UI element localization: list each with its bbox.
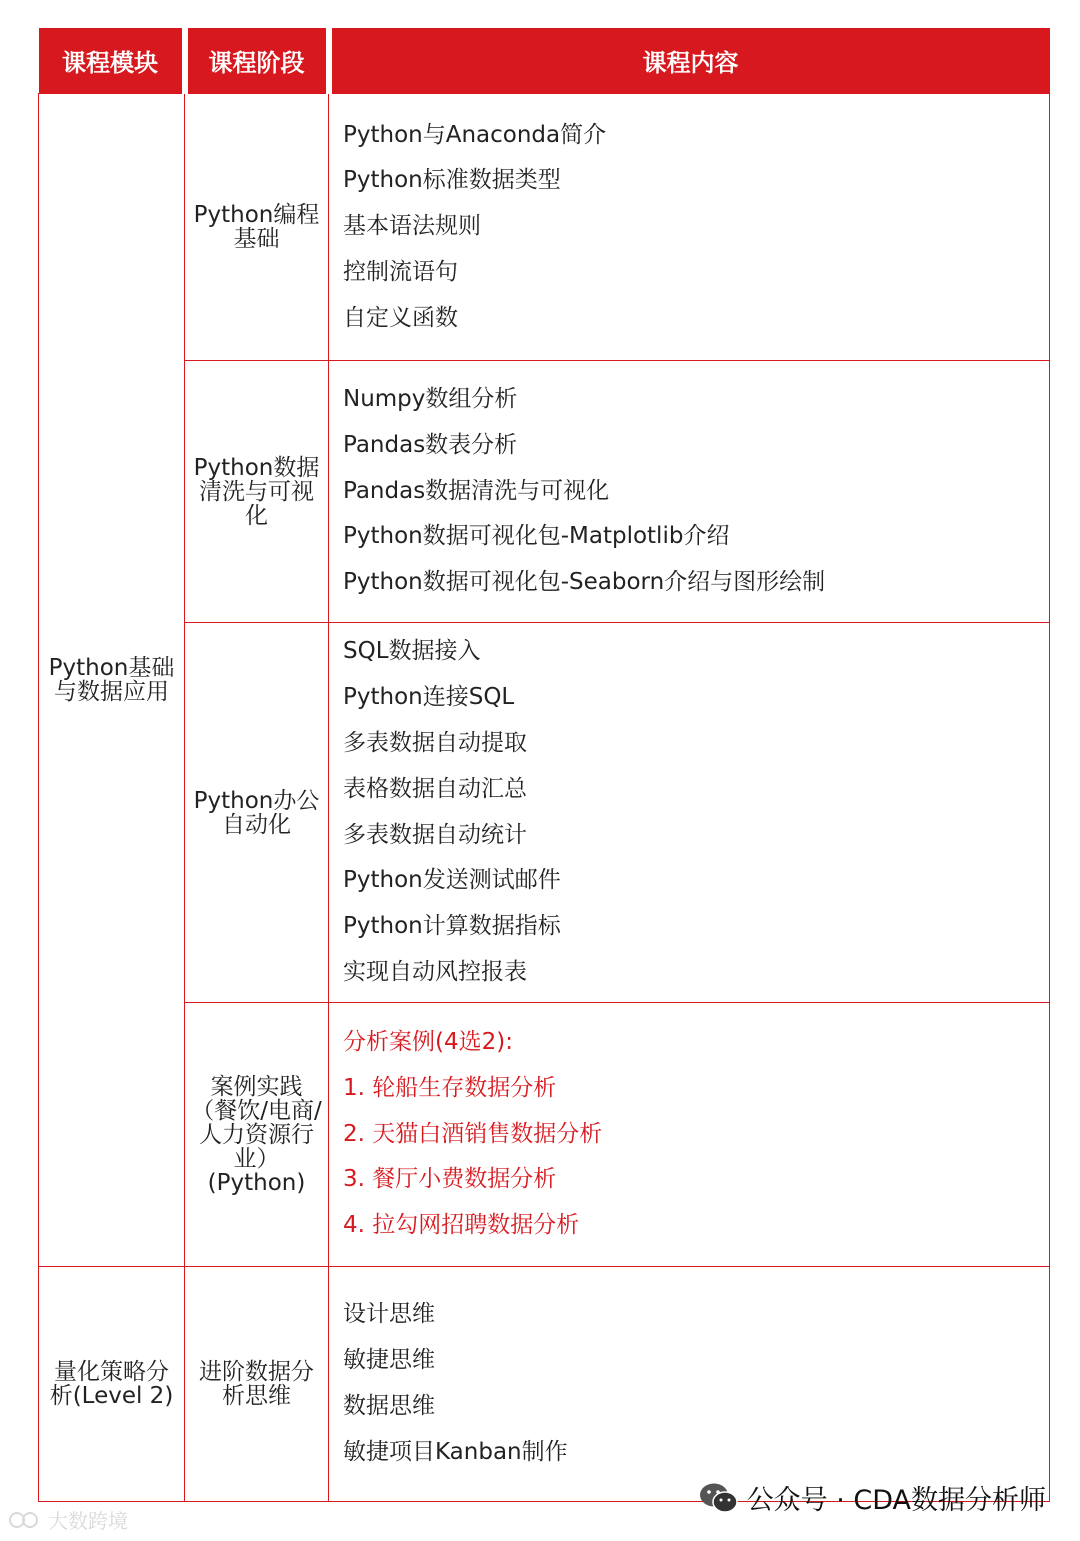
header-content: 课程内容 — [329, 28, 1050, 94]
module-label: Python基础与数据应用 — [48, 655, 175, 705]
list-item: 敏捷思维 — [343, 1347, 435, 1374]
module-label: 量化策略分析(Level 2) — [49, 1359, 174, 1409]
corner-text: 大数跨境 — [48, 1509, 128, 1533]
table-row — [39, 623, 1050, 1003]
course-table — [38, 28, 1050, 1502]
list-item: Python计算数据指标 — [343, 913, 561, 940]
list-item: 表格数据自动汇总 — [343, 775, 527, 802]
content-cell — [329, 1267, 1050, 1502]
list-item: Pandas数据清洗与可视化 — [343, 477, 610, 504]
table-header-row — [39, 28, 1050, 94]
table-row — [39, 361, 1050, 623]
stage-label: 案例实践（餐饮/电商/人力资源行业）(Python) — [191, 1073, 322, 1196]
list-item: 多表数据自动统计 — [343, 821, 527, 848]
list-item: 1. 轮船生存数据分析 — [343, 1074, 557, 1101]
content-list — [343, 113, 1049, 342]
list-item: Python发送测试邮件 — [343, 867, 561, 894]
course-table-wrapper — [38, 28, 1049, 1502]
stage-cell — [185, 94, 329, 361]
list-item: 3. 餐厅小费数据分析 — [343, 1166, 557, 1193]
logo-icon — [8, 1508, 44, 1532]
content-cell — [329, 361, 1050, 623]
table-row — [39, 94, 1050, 361]
list-item: 基本语法规则 — [343, 213, 481, 240]
list-item: 4. 拉勾网招聘数据分析 — [343, 1212, 580, 1239]
content-cell — [329, 1003, 1050, 1267]
header-module: 课程模块 — [39, 28, 185, 94]
table-row — [39, 1003, 1050, 1267]
content-list — [343, 629, 1049, 995]
list-item: 设计思维 — [343, 1301, 435, 1328]
case-heading: 分析案例(4选2): — [343, 1029, 513, 1055]
list-item: Python连接SQL — [343, 684, 515, 711]
list-item: 2. 天猫白酒销售数据分析 — [343, 1120, 603, 1147]
list-item: Python标准数据类型 — [343, 167, 561, 194]
list-item: Python数据可视化包-Matplotlib介绍 — [343, 523, 730, 550]
list-item: Python与Anaconda简介 — [343, 121, 607, 148]
header-stage: 课程阶段 — [185, 28, 329, 94]
stage-label: Python办公自动化 — [193, 787, 320, 838]
wechat-icon — [699, 1482, 739, 1514]
list-item: Pandas数表分析 — [343, 431, 518, 458]
content-cell — [329, 94, 1050, 361]
stage-cell — [185, 1003, 329, 1267]
content-list — [343, 377, 1049, 606]
stage-label: Python数据清洗与可视化 — [193, 454, 320, 529]
content-cell — [329, 623, 1050, 1003]
table-row — [39, 1267, 1050, 1502]
case-list — [343, 1020, 1049, 1249]
list-item: 敏捷项目Kanban制作 — [343, 1438, 568, 1465]
list-item: Python数据可视化包-Seaborn介绍与图形绘制 — [343, 569, 826, 596]
stage-cell — [185, 361, 329, 623]
stage-cell — [185, 623, 329, 1003]
module-cell — [39, 94, 185, 1267]
list-item: SQL数据接入 — [343, 638, 481, 665]
stage-label: Python编程基础 — [193, 202, 320, 252]
list-item: 多表数据自动提取 — [343, 729, 527, 756]
list-item: 控制流语句 — [343, 258, 458, 285]
stage-cell — [185, 1267, 329, 1502]
content-list — [343, 1292, 1049, 1475]
list-item: Numpy数组分析 — [343, 386, 518, 412]
list-item: 数据思维 — [343, 1393, 435, 1419]
list-item: 实现自动风控报表 — [343, 958, 527, 985]
account-text: 公众号 · CDA数据分析师 — [746, 1485, 1046, 1516]
module-cell — [39, 1267, 185, 1502]
list-item: 自定义函数 — [343, 304, 458, 331]
account-watermark — [699, 1478, 1046, 1517]
stage-label: 进阶数据分析思维 — [199, 1359, 314, 1409]
corner-watermark — [8, 1505, 128, 1534]
